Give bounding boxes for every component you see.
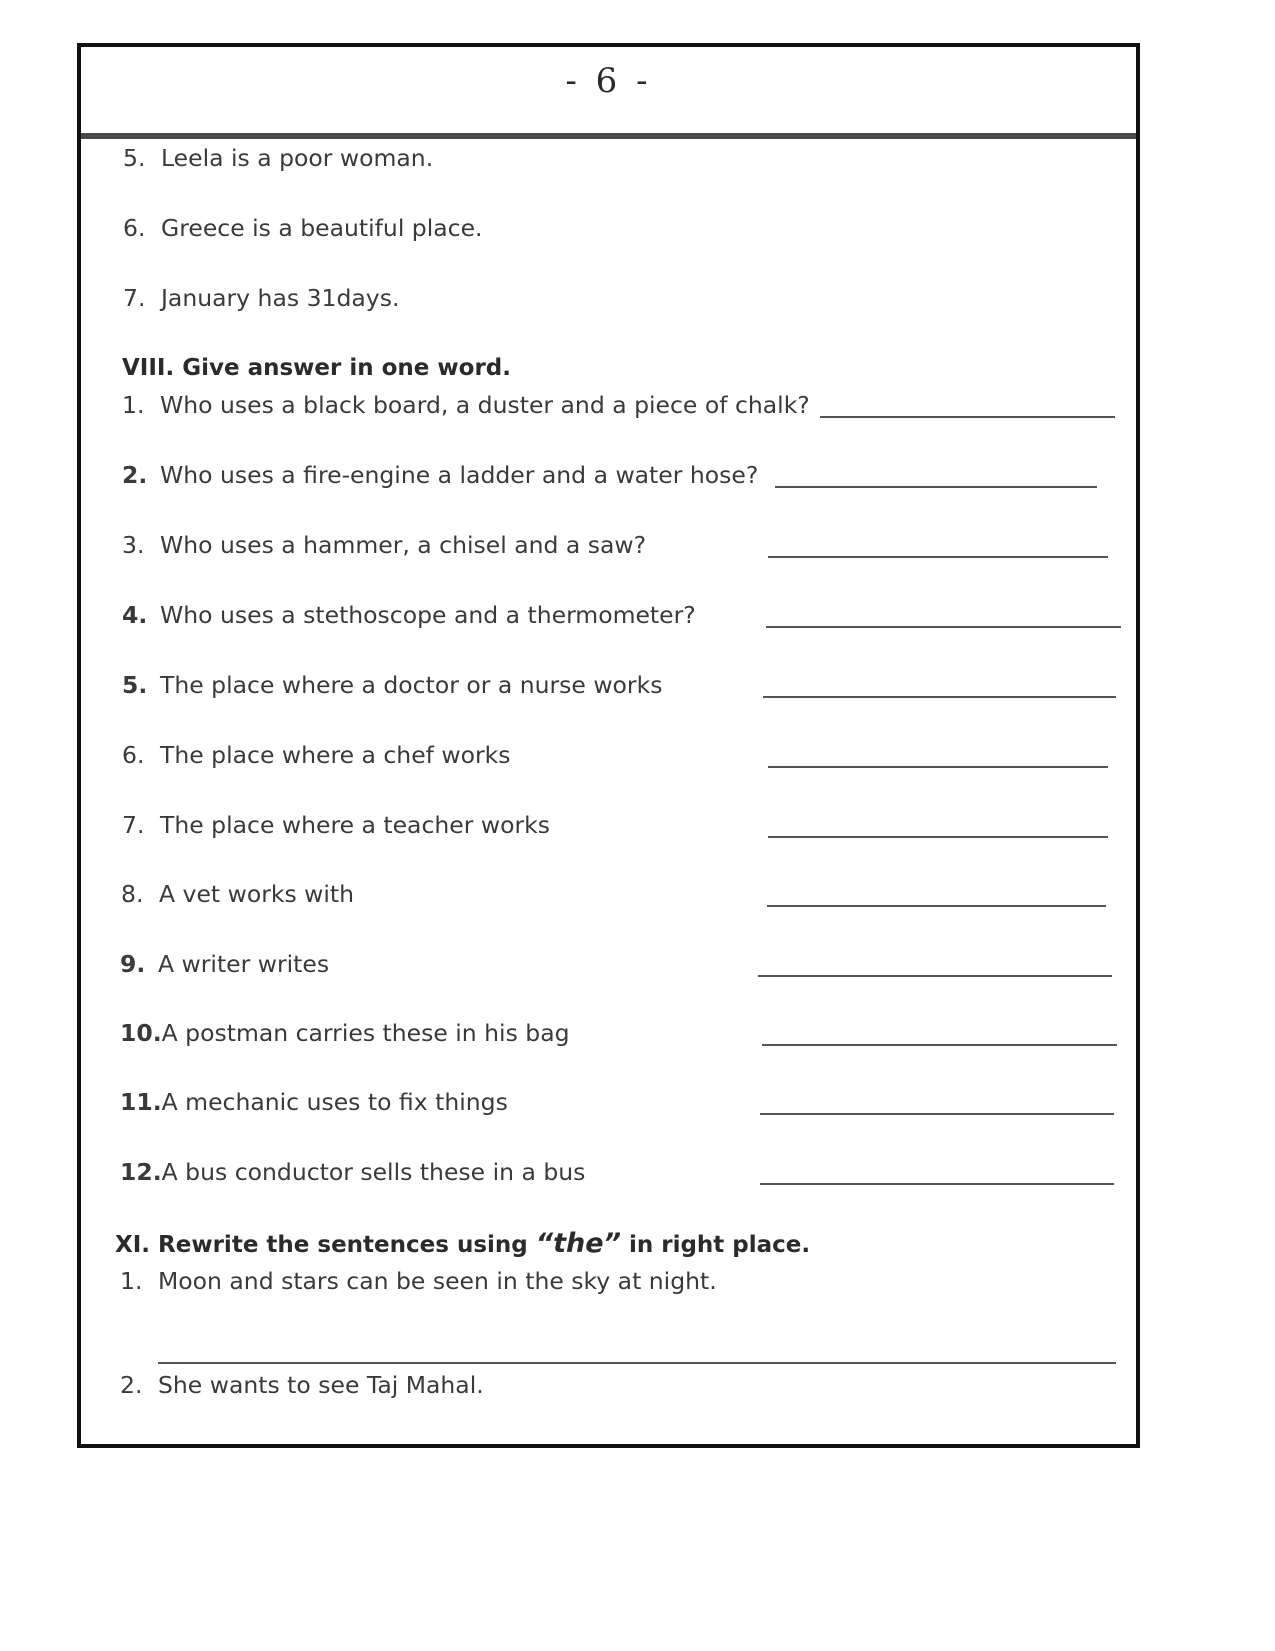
question-item [122, 531, 646, 559]
item-text: Leela is a poor woman. [161, 144, 434, 172]
answer-blank[interactable] [768, 556, 1108, 558]
answer-blank[interactable] [760, 1183, 1114, 1185]
list-item [123, 284, 399, 312]
item-text: Who uses a stethoscope and a thermometer? [160, 601, 696, 629]
item-text: A bus conductor sells these in a bus [161, 1158, 586, 1186]
item-number: 12. [120, 1158, 162, 1186]
question-item [121, 880, 354, 908]
answer-blank[interactable] [763, 696, 1116, 698]
answer-blank[interactable] [768, 836, 1108, 838]
item-number: 6. [123, 214, 146, 242]
item-text: Who uses a hammer, a chisel and a saw? [160, 531, 647, 559]
item-number: 5. [123, 144, 146, 172]
answer-blank[interactable] [758, 975, 1112, 977]
item-text: The place where a chef works [160, 741, 511, 769]
question-item [122, 391, 810, 419]
item-text: Who uses a fire-engine a ladder and a water hose? [160, 461, 759, 489]
item-text: A postman carries these in his bag [161, 1019, 570, 1047]
list-item [123, 144, 433, 172]
section-heading-viii: VIII. Give answer in one word. [122, 355, 512, 381]
answer-blank[interactable] [820, 416, 1115, 418]
answer-blank[interactable] [775, 486, 1097, 488]
answer-blank[interactable] [760, 1113, 1114, 1115]
item-text: A writer writes [158, 950, 330, 978]
item-text: Moon and stars can be seen in the sky at night. [158, 1267, 717, 1295]
item-number: 3. [122, 531, 145, 559]
item-text: She wants to see Taj Mahal. [158, 1371, 484, 1399]
item-number: 11. [120, 1088, 162, 1116]
question-item [122, 461, 758, 489]
question-item [120, 950, 329, 978]
item-number: 1. [120, 1267, 143, 1295]
answer-blank[interactable] [762, 1044, 1117, 1046]
item-number: 5. [122, 671, 148, 699]
item-text: Who uses a black board, a duster and a piece of chalk? [160, 391, 810, 419]
answer-blank[interactable] [766, 626, 1121, 628]
question-item [122, 741, 511, 769]
item-text: January has 31days. [161, 284, 400, 312]
header-divider [81, 133, 1136, 139]
rewrite-item [120, 1267, 717, 1295]
question-item [122, 811, 550, 839]
answer-blank[interactable] [158, 1362, 1116, 1364]
item-number: 2. [120, 1371, 143, 1399]
question-item [120, 1019, 570, 1047]
rewrite-item [120, 1371, 484, 1399]
question-item [122, 671, 662, 699]
item-text: The place where a teacher works [160, 811, 550, 839]
item-number: 7. [123, 284, 146, 312]
item-number: 1. [122, 391, 145, 419]
heading-text: XI. Rewrite the sentences using [115, 1232, 536, 1258]
item-number: 4. [122, 601, 148, 629]
item-number: 10. [120, 1019, 162, 1047]
answer-blank[interactable] [768, 766, 1108, 768]
section-heading-xi [115, 1228, 810, 1259]
heading-text: in right place. [620, 1232, 811, 1258]
heading-the: “the” [535, 1228, 621, 1259]
item-text: A vet works with [159, 880, 355, 908]
question-item [120, 1088, 508, 1116]
question-item [120, 1158, 585, 1186]
item-number: 2. [122, 461, 148, 489]
item-number: 7. [122, 811, 145, 839]
item-text: The place where a doctor or a nurse works [160, 671, 663, 699]
item-number: 6. [122, 741, 145, 769]
list-item [123, 214, 483, 242]
item-text: Greece is a beautiful place. [161, 214, 483, 242]
answer-blank[interactable] [767, 905, 1106, 907]
item-number: 8. [121, 880, 144, 908]
page-number: - 6 - [565, 61, 652, 101]
question-item [122, 601, 696, 629]
item-text: A mechanic uses to fix things [161, 1088, 508, 1116]
item-number: 9. [120, 950, 146, 978]
